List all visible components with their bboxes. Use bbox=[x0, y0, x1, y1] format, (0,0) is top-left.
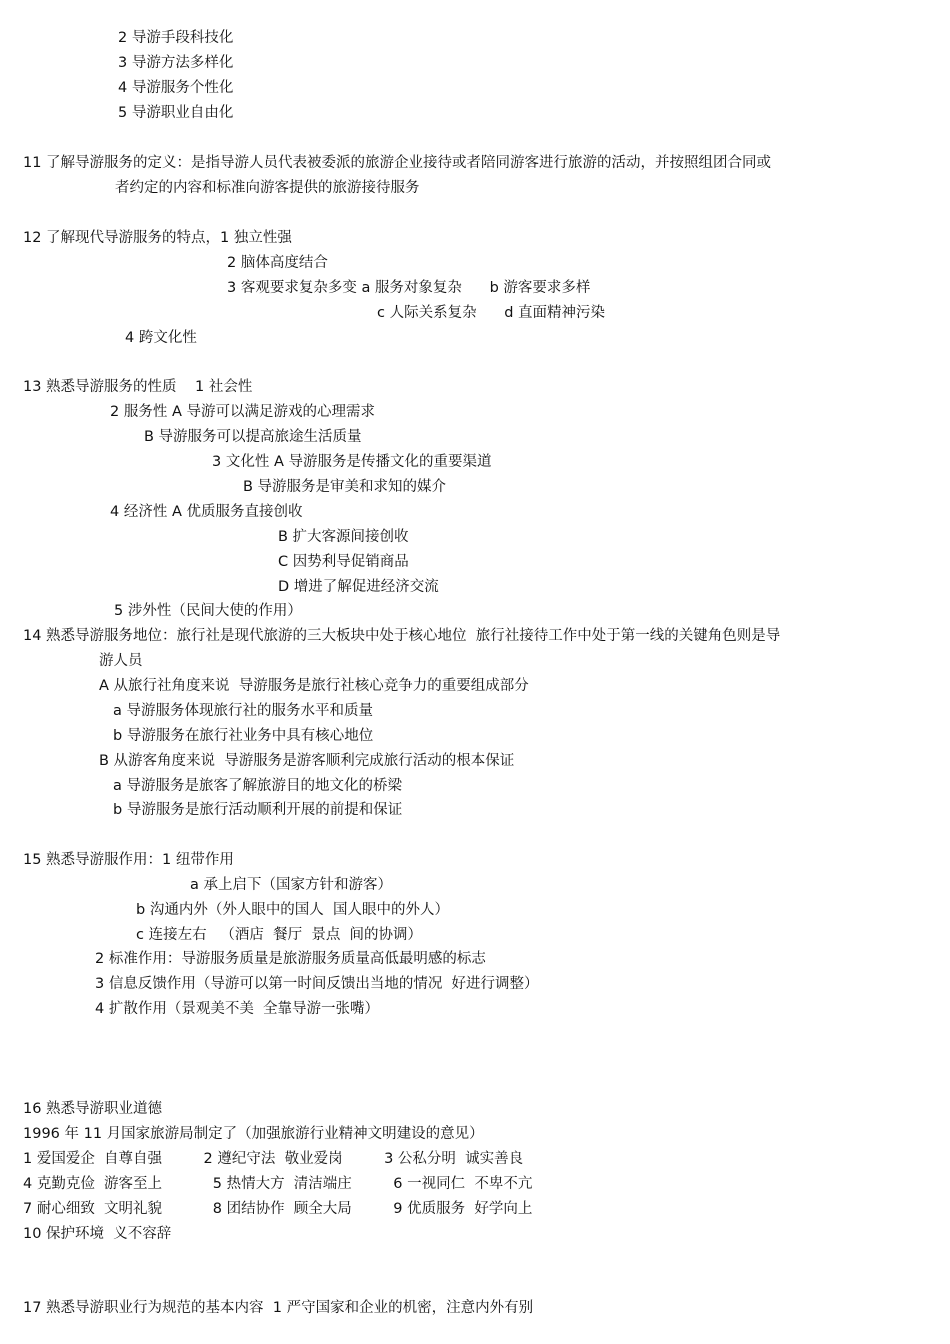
text-line: 4 导游服务个性化 bbox=[118, 80, 234, 96]
section-heading-13: 13 熟悉导游服务的性质 1 社会性 bbox=[23, 379, 253, 395]
text-line: 10 保护环境 义不容辞 bbox=[23, 1226, 172, 1242]
text-line: a 承上启下（国家方针和游客） bbox=[190, 877, 392, 893]
section-heading-15: 15 熟悉导游服作用：1 纽带作用 bbox=[23, 852, 234, 868]
text-line: a 导游服务体现旅行社的服务水平和质量 bbox=[113, 703, 373, 719]
text-line: B 导游服务是审美和求知的媒介 bbox=[243, 479, 447, 495]
text-line: b 导游服务在旅行社业务中具有核心地位 bbox=[113, 728, 374, 744]
text-line: B 扩大客源间接创收 bbox=[278, 529, 409, 545]
text-line: 4 经济性 A 优质服务直接创收 bbox=[110, 504, 303, 520]
text-line: 3 导游方法多样化 bbox=[118, 55, 234, 71]
text-line: 1 爱国爱企 自尊自强 2 遵纪守法 敬业爱岗 3 公私分明 诚实善良 bbox=[23, 1151, 524, 1167]
section-heading-16: 16 熟悉导游职业道德 bbox=[23, 1101, 163, 1117]
section-heading-11: 11 了解导游服务的定义：是指导游人员代表被委派的旅游企业接待或者陪同游客进行旅游的活动，并按照组团合同或 bbox=[23, 155, 772, 171]
text-line: 5 涉外性（民间大使的作用） bbox=[114, 603, 302, 619]
text-line: a 导游服务是旅客了解旅游目的地文化的桥梁 bbox=[113, 778, 402, 794]
text-line: 2 导游手段科技化 bbox=[118, 30, 234, 46]
text-line: 2 标准作用：导游服务质量是旅游服务质量高低最明感的标志 bbox=[95, 951, 486, 967]
text-line: 7 耐心细致 文明礼貌 8 团结协作 顾全大局 9 优质服务 好学向上 bbox=[23, 1201, 533, 1217]
text-line: b 沟通内外（外人眼中的国人 国人眼中的外人） bbox=[136, 902, 450, 918]
text-line: 3 客观要求复杂多变 a 服务对象复杂 b 游客要求多样 bbox=[227, 280, 591, 296]
text-line: B 导游服务可以提高旅途生活质量 bbox=[144, 429, 362, 445]
text-line: 者约定的内容和标准向游客提供的旅游接待服务 bbox=[115, 180, 420, 196]
text-line: C 因势利导促销商品 bbox=[278, 554, 409, 570]
text-line: D 增进了解促进经济交流 bbox=[278, 579, 439, 595]
text-line: 4 克勤克俭 游客至上 5 热情大方 清洁端庄 6 一视同仁 不卑不亢 bbox=[23, 1176, 533, 1192]
text-line: B 从游客角度来说 导游服务是游客顺利完成旅行活动的根本保证 bbox=[99, 753, 515, 769]
text-line: c 连接左右 （酒店 餐厅 景点 间的协调） bbox=[136, 927, 423, 943]
text-line: c 人际关系复杂 d 直面精神污染 bbox=[377, 305, 606, 321]
text-line: 游人员 bbox=[99, 653, 143, 669]
text-line: 3 信息反馈作用（导游可以第一时间反馈出当地的情况 好进行调整） bbox=[95, 976, 539, 992]
text-line: 4 扩散作用（景观美不美 全靠导游一张嘴） bbox=[95, 1001, 380, 1017]
text-line: 1996 年 11 月国家旅游局制定了（加强旅游行业精神文明建设的意见） bbox=[23, 1126, 484, 1142]
section-heading-12: 12 了解现代导游服务的特点，1 独立性强 bbox=[23, 230, 292, 246]
text-line: A 从旅行社角度来说 导游服务是旅行社核心竞争力的重要组成部分 bbox=[99, 678, 529, 694]
text-line: 4 跨文化性 bbox=[125, 330, 197, 346]
section-heading-14: 14 熟悉导游服务地位：旅行社是现代旅游的三大板块中处于核心地位 旅行社接待工作中处于第一线的关键角色则是导 bbox=[23, 628, 781, 644]
text-line: 2 脑体高度结合 bbox=[227, 255, 328, 271]
text-line: 3 文化性 A 导游服务是传播文化的重要渠道 bbox=[212, 454, 492, 470]
section-heading-17: 17 熟悉导游职业行为规范的基本内容 1 严守国家和企业的机密，注意内外有别 bbox=[23, 1300, 534, 1316]
text-line: b 导游服务是旅行活动顺利开展的前提和保证 bbox=[113, 802, 403, 818]
text-line: 5 导游职业自由化 bbox=[118, 105, 234, 121]
text-line: 2 服务性 A 导游可以满足游戏的心理需求 bbox=[110, 404, 375, 420]
